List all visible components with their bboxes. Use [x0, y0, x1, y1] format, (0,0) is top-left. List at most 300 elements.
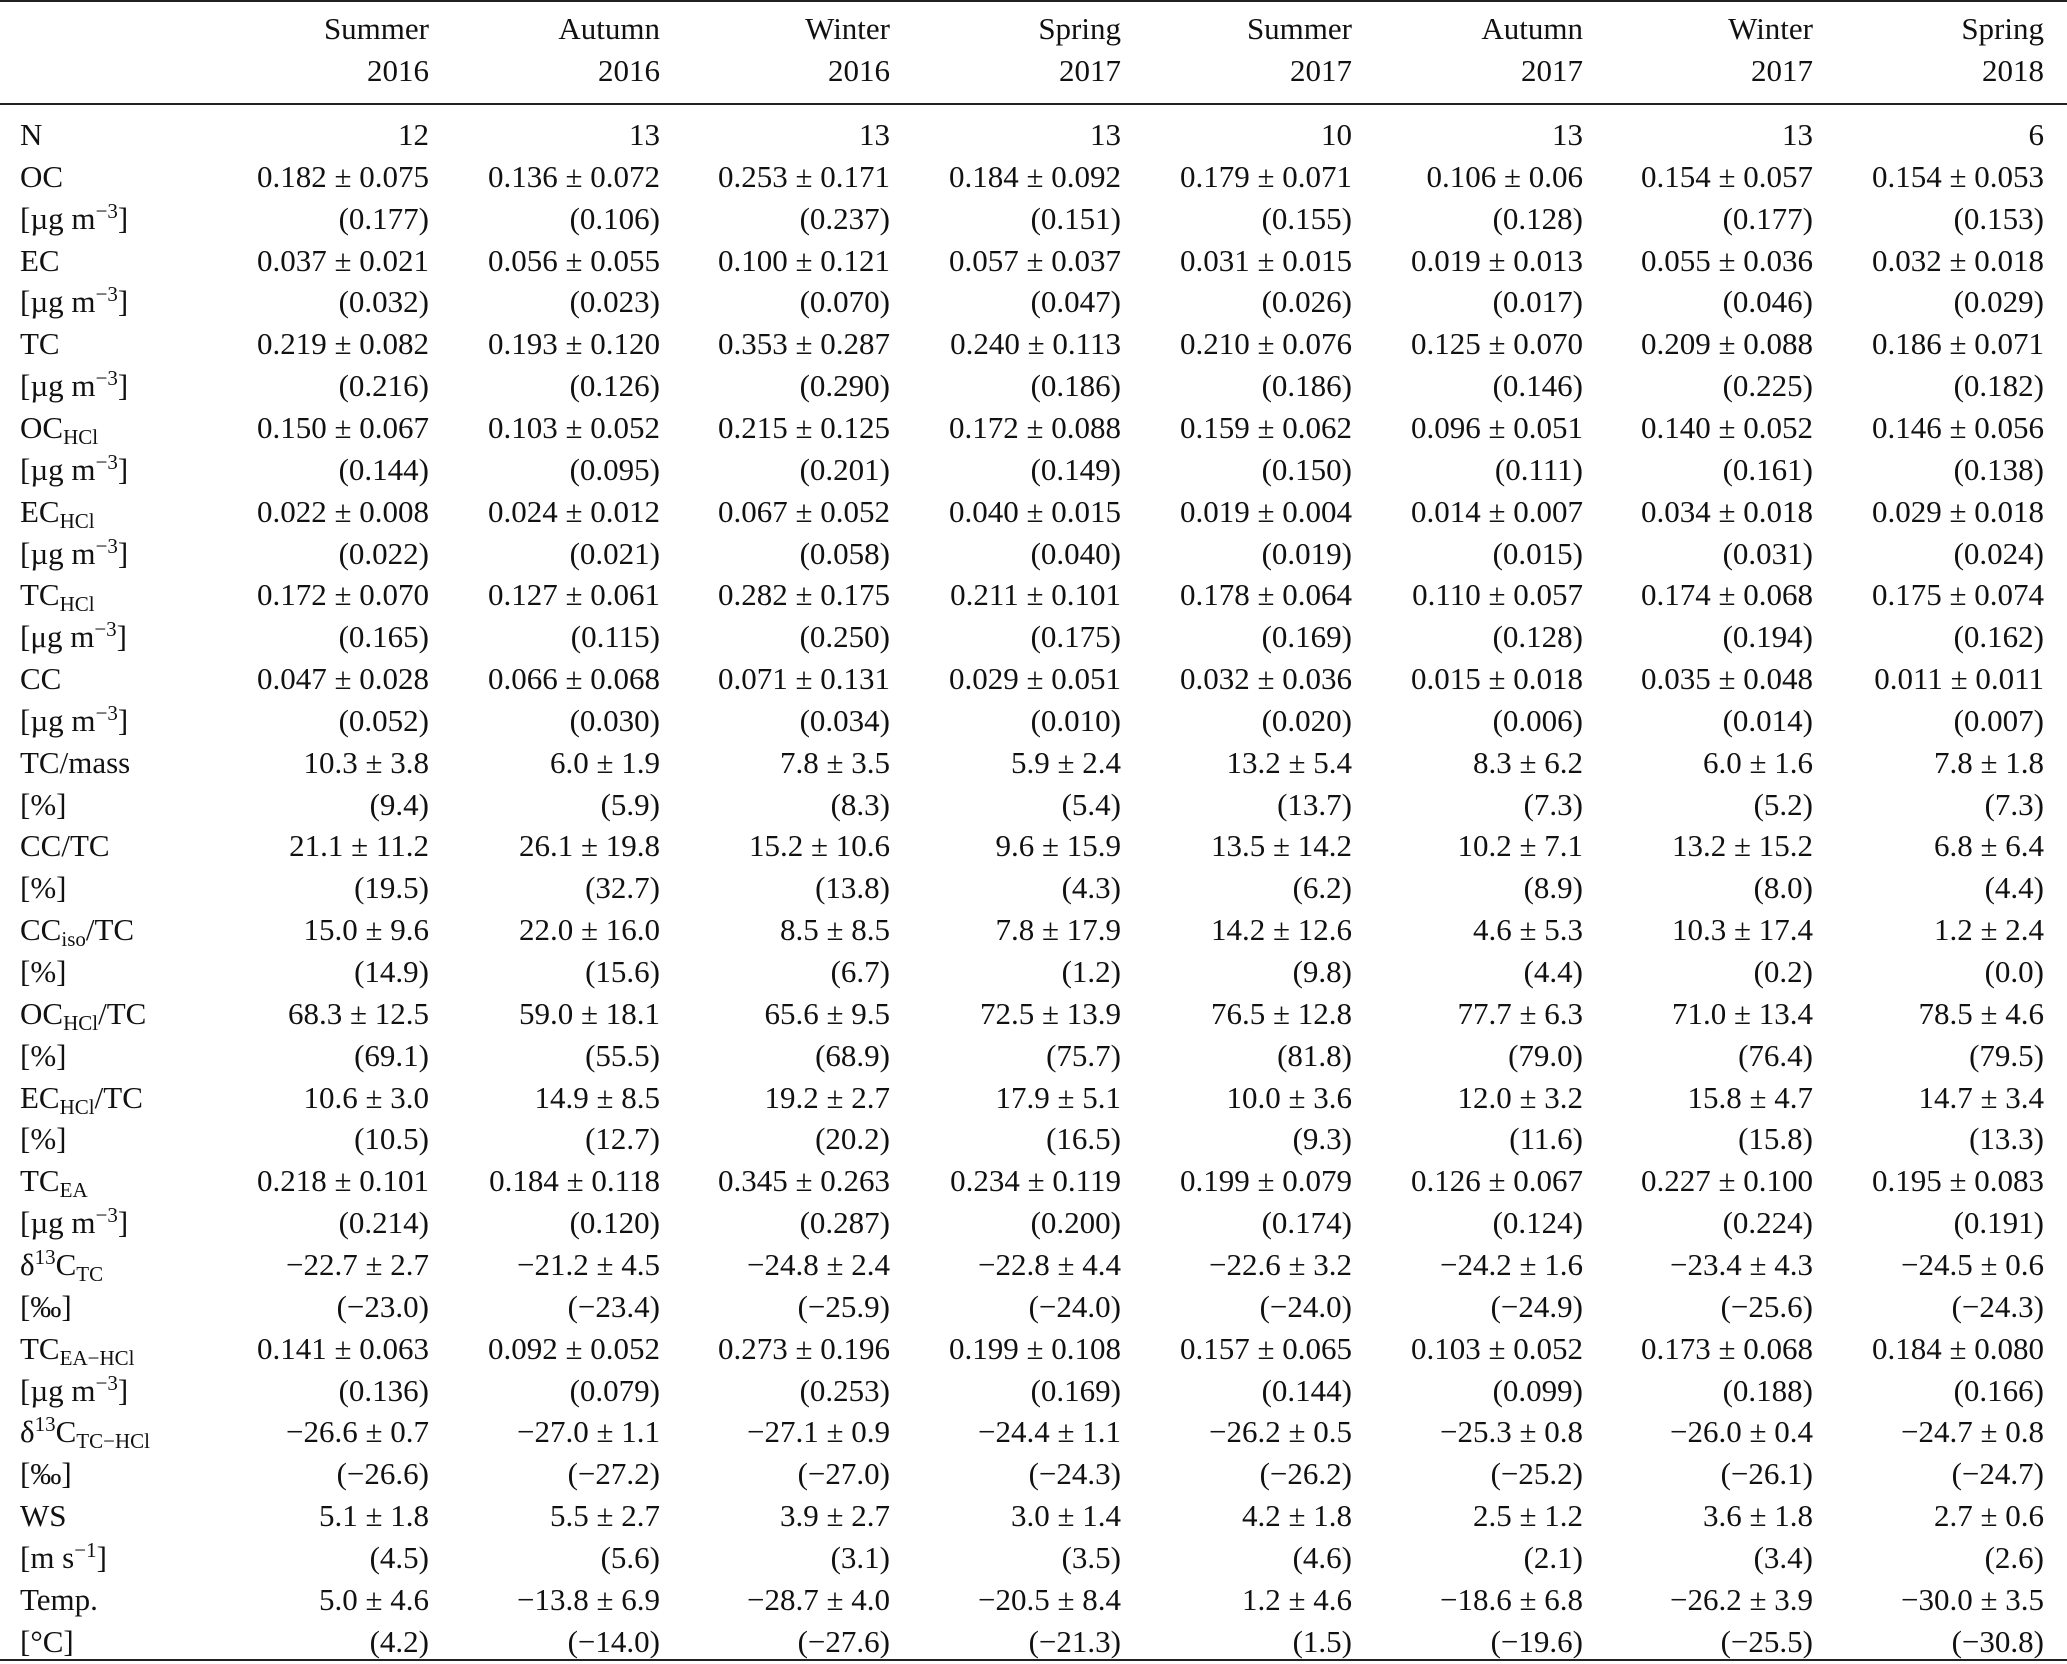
row-label-text: OC: [20, 409, 64, 445]
table-row: [0, 1202, 2067, 1244]
row-label-tail: ]: [117, 284, 129, 320]
column-header: [1814, 8, 2044, 92]
table-cell: (0.166): [1953, 1372, 2044, 1408]
table-cell: (10.5): [354, 1121, 429, 1157]
table-cell: 0.353 ± 0.287: [717, 326, 890, 362]
table-cell: 0.092 ± 0.052: [487, 1330, 660, 1366]
table-cell: (−19.6): [1490, 1623, 1583, 1659]
table-cell: (8.0): [1753, 870, 1813, 906]
row-label-text: [%]: [20, 870, 67, 906]
table-row: [0, 742, 2067, 784]
table-cell: 0.071 ± 0.131: [717, 661, 890, 697]
table-cell: (75.7): [1046, 1037, 1121, 1073]
column-season: Spring: [1961, 11, 2044, 46]
table-cell: (1.5): [1292, 1623, 1352, 1659]
table-cell: 13: [859, 117, 890, 152]
table-cell: 13: [629, 117, 660, 152]
row-label: [20, 867, 66, 909]
row-label: [20, 1035, 66, 1077]
table-row: [0, 1328, 2067, 1370]
table-cell: (79.0): [1508, 1037, 1583, 1073]
table-cell: (3.1): [830, 1539, 890, 1575]
table-cell: 0.037 ± 0.021: [256, 242, 429, 278]
column-year: 2016: [828, 53, 890, 88]
row-label-tail: ]: [117, 702, 129, 738]
row-label: [20, 700, 128, 742]
table-cell: (−24.0): [1028, 1288, 1121, 1324]
table-cell: (0.144): [1261, 1372, 1352, 1408]
table-cell: (9.4): [369, 786, 429, 822]
row-label-text: WS: [20, 1498, 67, 1534]
row-label: [20, 1118, 66, 1160]
table-row: [0, 867, 2067, 909]
column-header: [1353, 8, 1583, 92]
table-cell: 0.106 ± 0.06: [1426, 158, 1583, 194]
table-cell: 4.2 ± 1.8: [1241, 1498, 1352, 1534]
table-cell: (0.188): [1722, 1372, 1813, 1408]
row-label-subscript: EA−HCl: [59, 1345, 135, 1370]
table-row: [0, 1579, 2067, 1621]
column-year: 2017: [1059, 53, 1121, 88]
table-cell: (6.2): [1292, 870, 1352, 906]
table-cell: (0.155): [1261, 200, 1352, 236]
row-label: [20, 825, 110, 867]
table-cell: 0.146 ± 0.056: [1871, 409, 2044, 445]
table-cell: (1.2): [1061, 954, 1121, 989]
table-cell: 0.066 ± 0.068: [487, 661, 660, 697]
table-cell: (9.3): [1292, 1121, 1352, 1157]
row-label-tail: ]: [117, 1205, 129, 1241]
column-year: 2017: [1521, 53, 1583, 88]
table-cell: 0.103 ± 0.052: [1410, 1330, 1583, 1366]
row-label: [20, 742, 130, 784]
table-cell: (0.079): [569, 1372, 660, 1408]
table-cell: (0.186): [1261, 368, 1352, 404]
row-label-text: [µg m: [20, 200, 96, 236]
row-label-text: N: [20, 117, 43, 152]
table-cell: (0.019): [1261, 535, 1352, 571]
table-cell: (0.161): [1722, 451, 1813, 487]
table-cell: (5.9): [600, 786, 660, 822]
table-cell: 0.029 ± 0.051: [948, 661, 1121, 697]
table-cell: 15.8 ± 4.7: [1687, 1079, 1813, 1115]
table-cell: 6: [2028, 117, 2044, 152]
table-cell: 0.273 ± 0.196: [717, 1330, 890, 1366]
row-label-text: TC: [20, 326, 60, 362]
row-label-superscript: −3: [94, 617, 117, 642]
table-row: [0, 1453, 2067, 1495]
table-cell: 0.057 ± 0.037: [948, 242, 1121, 278]
table-cell: (0.032): [338, 284, 429, 320]
table-cell: (0.106): [569, 200, 660, 236]
table-cell: (0.024): [1953, 535, 2044, 571]
table-cell: 26.1 ± 19.8: [518, 828, 660, 864]
table-cell: (69.1): [354, 1037, 429, 1073]
table-cell: 5.5 ± 2.7: [549, 1498, 660, 1534]
row-label-text: TC/mass: [20, 744, 131, 780]
row-label-tail: /TC: [85, 912, 135, 948]
table-cell: 8.3 ± 6.2: [1472, 744, 1583, 780]
table-cell: (−27.2): [567, 1456, 660, 1492]
table-cell: 0.253 ± 0.171: [717, 158, 890, 194]
row-label: [20, 365, 128, 407]
table-cell: 13.2 ± 5.4: [1226, 744, 1352, 780]
table-cell: 0.126 ± 0.067: [1410, 1163, 1583, 1199]
row-label-text: TC: [20, 1163, 60, 1199]
table-cell: 0.345 ± 0.263: [717, 1163, 890, 1199]
row-label-text: CC: [20, 912, 62, 948]
table-cell: (4.4): [1984, 870, 2044, 906]
table-cell: (0.138): [1953, 451, 2044, 487]
row-label-text: [µg m: [20, 1372, 96, 1408]
table-row: [0, 909, 2067, 951]
table-cell: 1.2 ± 4.6: [1241, 1581, 1352, 1617]
table-cell: 13: [1552, 117, 1583, 152]
table-cell: 0.179 ± 0.071: [1179, 158, 1352, 194]
table-cell: 0.184 ± 0.118: [489, 1163, 660, 1199]
row-label-subscript: HCl: [63, 424, 99, 449]
table-cell: 7.8 ± 3.5: [779, 744, 890, 780]
table-cell: (0.128): [1492, 619, 1583, 655]
table-cell: 0.199 ± 0.108: [948, 1330, 1121, 1366]
table-cell: (0.124): [1492, 1205, 1583, 1241]
table-cell: −26.6 ± 0.7: [286, 1414, 429, 1450]
table-cell: (−24.9): [1490, 1288, 1583, 1324]
table-cell: (0.099): [1492, 1372, 1583, 1408]
table-cell: (0.120): [569, 1205, 660, 1241]
row-label-text: [µg m: [20, 368, 96, 404]
table-cell: 77.7 ± 6.3: [1457, 995, 1583, 1031]
row-label-text: [µg m: [20, 1205, 96, 1241]
column-year: 2017: [1751, 53, 1813, 88]
row-label: [20, 1202, 128, 1244]
table-cell: (8.9): [1523, 870, 1583, 906]
table-cell: 1.2 ± 2.4: [1933, 912, 2044, 948]
table-cell: 0.150 ± 0.067: [256, 409, 429, 445]
table-cell: (9.8): [1292, 954, 1352, 989]
table-cell: 0.172 ± 0.070: [256, 577, 429, 613]
row-label-text: [µg m: [20, 284, 96, 320]
table-row: [0, 825, 2067, 867]
table-cell: (4.3): [1061, 870, 1121, 906]
row-label-tail: ]: [117, 451, 129, 487]
table-cell: (−25.9): [797, 1288, 890, 1324]
row-label-superscript: −3: [95, 533, 118, 558]
table-cell: (−26.1): [1720, 1456, 1813, 1492]
table-row: [0, 1370, 2067, 1412]
table-cell: (0.200): [1030, 1205, 1121, 1241]
table-cell: 0.029 ± 0.018: [1871, 493, 2044, 529]
table-cell: 6.0 ± 1.6: [1702, 744, 1813, 780]
row-label-subscript: TC−HCl: [76, 1429, 150, 1454]
table-cell: (0.058): [799, 535, 890, 571]
table-cell: 0.056 ± 0.055: [487, 242, 660, 278]
table-cell: (12.7): [585, 1121, 660, 1157]
row-label-text: EC: [20, 242, 60, 278]
table-cell: (32.7): [585, 870, 660, 906]
table-cell: 68.3 ± 12.5: [287, 995, 429, 1031]
table-cell: (0.126): [569, 368, 660, 404]
table-cell: 10.0 ± 3.6: [1226, 1079, 1352, 1115]
table-cell: 0.019 ± 0.004: [1179, 493, 1352, 529]
column-season: Winter: [805, 11, 890, 46]
row-label: [20, 156, 63, 198]
table-cell: (0.007): [1953, 702, 2044, 738]
row-label-subscript: HCl: [63, 1010, 99, 1035]
table-cell: (4.4): [1523, 954, 1583, 989]
row-label-superscript: −3: [95, 700, 118, 725]
table-cell: −13.8 ± 6.9: [517, 1581, 660, 1617]
row-label-tail: ]: [117, 535, 129, 571]
table-cell: −23.4 ± 4.3: [1670, 1246, 1813, 1282]
row-label: [20, 1077, 143, 1119]
row-label-superscript: −1: [74, 1537, 97, 1562]
table-cell: (0.169): [1261, 619, 1352, 655]
table-row: [0, 951, 2067, 993]
table-cell: (0.150): [1261, 451, 1352, 487]
row-label: [20, 281, 128, 323]
table-cell: 0.154 ± 0.057: [1640, 158, 1813, 194]
table-cell: (2.6): [1984, 1539, 2044, 1575]
table-cell: −22.8 ± 4.4: [978, 1246, 1121, 1282]
column-season: Autumn: [558, 11, 660, 46]
row-label-text: [°C]: [20, 1623, 74, 1659]
row-label-text: [%]: [20, 786, 67, 822]
table-cell: (15.6): [585, 954, 660, 989]
row-label-tail: C: [55, 1246, 77, 1282]
table-cell: 6.8 ± 6.4: [1933, 828, 2044, 864]
table-cell: 0.031 ± 0.015: [1179, 242, 1352, 278]
table-cell: (76.4): [1738, 1037, 1813, 1073]
row-label: [20, 1495, 67, 1537]
table-cell: (68.9): [815, 1037, 890, 1073]
table-cell: −21.2 ± 4.5: [517, 1246, 660, 1282]
row-label-subscript: EA: [59, 1178, 88, 1203]
table-cell: (6.7): [830, 954, 890, 989]
column-header: [660, 8, 890, 92]
table-cell: (13.7): [1277, 786, 1352, 822]
row-label: [20, 240, 60, 282]
table-cell: −24.8 ± 2.4: [747, 1246, 890, 1282]
table-cell: (0.111): [1494, 451, 1583, 487]
table-cell: 0.014 ± 0.007: [1410, 493, 1583, 529]
table-cell: 0.227 ± 0.100: [1640, 1163, 1813, 1199]
table-cell: (0.237): [799, 200, 890, 236]
row-label-text: OC: [20, 158, 64, 194]
table-cell: (0.0): [1984, 954, 2044, 989]
table-cell: (0.175): [1030, 619, 1121, 655]
table-cell: 6.0 ± 1.9: [549, 744, 660, 780]
table-cell: (8.3): [830, 786, 890, 822]
table-cell: 0.055 ± 0.036: [1640, 242, 1813, 278]
table-cell: (−25.2): [1490, 1456, 1583, 1492]
row-label-text: δ: [20, 1246, 35, 1282]
table-row: [0, 1537, 2067, 1579]
row-label: [20, 1370, 128, 1412]
row-label: [20, 1621, 74, 1663]
table-cell: 0.210 ± 0.076: [1179, 326, 1352, 362]
table-cell: (7.3): [1984, 786, 2044, 822]
table-cell: −30.0 ± 3.5: [1901, 1581, 2044, 1617]
table-cell: (0.017): [1492, 284, 1583, 320]
table-cell: 0.141 ± 0.063: [256, 1330, 429, 1366]
table-cell: 0.136 ± 0.072: [487, 158, 660, 194]
row-label: [20, 1286, 72, 1328]
table-cell: 0.096 ± 0.051: [1410, 409, 1583, 445]
row-label-subscript: iso: [61, 927, 86, 952]
table-cell: 0.209 ± 0.088: [1640, 326, 1813, 362]
table-cell: (5.6): [600, 1539, 660, 1575]
row-label: [20, 1411, 150, 1453]
table-cell: (81.8): [1277, 1037, 1352, 1073]
row-label-text: [µg m: [20, 451, 96, 487]
column-season: Autumn: [1481, 11, 1583, 46]
table-cell: (0.029): [1953, 284, 2044, 320]
table-cell: 3.6 ± 1.8: [1702, 1498, 1813, 1534]
table-cell: (14.9): [354, 954, 429, 989]
table-cell: (0.287): [799, 1205, 890, 1241]
table-cell: (0.026): [1261, 284, 1352, 320]
table-cell: (0.201): [799, 451, 890, 487]
table-row: [0, 784, 2067, 826]
table-cell: 0.184 ± 0.080: [1871, 1330, 2044, 1366]
row-label-superscript: 13: [34, 1412, 56, 1437]
row-label-text: [µg m: [20, 535, 96, 571]
table-cell: (0.290): [799, 368, 890, 404]
row-label: [20, 993, 146, 1035]
table-cell: −26.2 ± 0.5: [1209, 1414, 1352, 1450]
table-row: [0, 407, 2067, 449]
bottom-rule: [0, 1659, 2067, 1661]
table-cell: 0.127 ± 0.061: [487, 577, 660, 613]
table-cell: 13: [1782, 117, 1813, 152]
table-cell: 0.034 ± 0.018: [1640, 493, 1813, 529]
table-cell: 19.2 ± 2.7: [764, 1079, 890, 1115]
row-label-tail: C: [55, 1414, 77, 1450]
table-cell: (0.177): [338, 200, 429, 236]
row-label-subscript: TC: [76, 1261, 104, 1286]
row-label: [20, 658, 61, 700]
table-cell: (−23.0): [336, 1288, 429, 1324]
table-cell: 10.3 ± 3.8: [303, 744, 429, 780]
table-cell: −24.5 ± 0.6: [1901, 1246, 2044, 1282]
row-label-text: [µg m: [20, 702, 96, 738]
column-season: Winter: [1728, 11, 1813, 46]
row-label-text: [%]: [20, 1121, 67, 1157]
table-cell: 0.234 ± 0.119: [950, 1163, 1121, 1199]
table-cell: (0.052): [338, 702, 429, 738]
table-cell: (0.149): [1030, 451, 1121, 487]
table-cell: 14.9 ± 8.5: [534, 1079, 660, 1115]
table-cell: 0.184 ± 0.092: [948, 158, 1121, 194]
table-cell: 0.100 ± 0.121: [717, 242, 890, 278]
table-cell: (3.4): [1753, 1539, 1813, 1575]
row-label-text: EC: [20, 493, 60, 529]
table-cell: (4.2): [369, 1623, 429, 1659]
table-cell: (0.144): [338, 451, 429, 487]
table-cell: (0.030): [569, 702, 660, 738]
column-header: [1122, 8, 1352, 92]
row-label: [20, 784, 66, 826]
table-cell: 10.3 ± 17.4: [1671, 912, 1813, 948]
table-cell: (0.006): [1492, 702, 1583, 738]
table-cell: −24.2 ± 1.6: [1440, 1246, 1583, 1282]
row-label-superscript: −3: [95, 449, 118, 474]
table-cell: (55.5): [585, 1037, 660, 1073]
row-label-tail: /TC: [94, 1079, 143, 1115]
table-cell: (0.153): [1953, 200, 2044, 236]
table-cell: −22.6 ± 3.2: [1209, 1246, 1352, 1282]
row-label-superscript: −3: [95, 366, 118, 391]
row-label-text: EC: [20, 1079, 60, 1115]
table-cell: (11.6): [1509, 1121, 1583, 1157]
row-label: [20, 114, 42, 156]
table-cell: −25.3 ± 0.8: [1440, 1414, 1583, 1450]
table-cell: 10.6 ± 3.0: [303, 1079, 429, 1115]
table-row: [0, 1160, 2067, 1202]
table-cell: 5.0 ± 4.6: [318, 1581, 429, 1617]
table-cell: (0.022): [338, 535, 429, 571]
row-label-superscript: −3: [95, 1370, 118, 1395]
table-cell: (−14.0): [567, 1623, 660, 1659]
table-cell: (5.2): [1753, 786, 1813, 822]
table-cell: 0.154 ± 0.053: [1871, 158, 2044, 194]
row-label: [20, 198, 128, 240]
table-row: [0, 281, 2067, 323]
table-cell: (−26.2): [1259, 1456, 1352, 1492]
row-label-text: TC: [20, 577, 60, 613]
table-cell: 8.5 ± 8.5: [779, 912, 890, 948]
table-cell: 0.193 ± 0.120: [487, 326, 660, 362]
table-cell: (−25.6): [1720, 1288, 1813, 1324]
table-row: [0, 449, 2067, 491]
table-cell: 0.019 ± 0.013: [1410, 242, 1583, 278]
table-cell: (0.151): [1030, 200, 1121, 236]
table-cell: (4.5): [369, 1539, 429, 1575]
table-cell: 0.186 ± 0.071: [1871, 326, 2044, 362]
table-cell: (0.046): [1722, 284, 1813, 320]
table-cell: −26.2 ± 3.9: [1670, 1581, 1813, 1617]
table-row: [0, 993, 2067, 1035]
table-cell: (0.174): [1261, 1205, 1352, 1241]
table-cell: 10.2 ± 7.1: [1457, 828, 1583, 864]
table-cell: (0.070): [799, 284, 890, 320]
table-row: [0, 1244, 2067, 1286]
table-cell: 3.0 ± 1.4: [1010, 1498, 1121, 1534]
column-header: [430, 8, 660, 92]
column-year: 2016: [367, 53, 429, 88]
row-label-text: Temp.: [20, 1581, 98, 1617]
table-row: [0, 365, 2067, 407]
table-cell: 0.015 ± 0.018: [1410, 661, 1583, 697]
table-cell: −27.1 ± 0.9: [747, 1414, 890, 1450]
table-cell: 5.1 ± 1.8: [318, 1498, 429, 1534]
table-cell: (0.020): [1261, 702, 1352, 738]
table-cell: 71.0 ± 13.4: [1671, 995, 1813, 1031]
table-row: [0, 1411, 2067, 1453]
row-label-text: [%]: [20, 954, 67, 989]
table-cell: 0.175 ± 0.074: [1871, 577, 2044, 613]
table-cell: 13.5 ± 14.2: [1210, 828, 1352, 864]
table-cell: (−30.8): [1951, 1623, 2044, 1659]
table-row: [0, 1621, 2067, 1663]
table-cell: (−23.4): [567, 1288, 660, 1324]
table-row: [0, 240, 2067, 282]
table-cell: 14.7 ± 3.4: [1918, 1079, 2044, 1115]
table-cell: 0.067 ± 0.052: [717, 493, 890, 529]
table-cell: 0.211 ± 0.101: [950, 577, 1121, 613]
column-season: Summer: [1246, 11, 1352, 46]
